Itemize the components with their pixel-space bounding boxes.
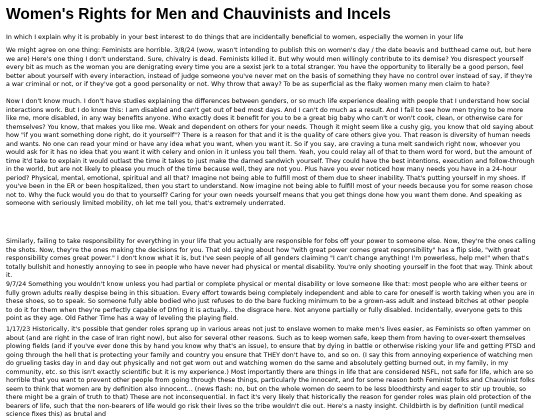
- article-subtitle: In which I explain why it is probably in your best interest to do things that are incidentally beneficial to women, especially the women in your life: [6, 34, 464, 41]
- paragraph-intro: We might agree on one thing: Feminists are horrible. 3/8/24 (wow, wasn't intending to publish this on women's day / the date beavis and butthead came out, but here we are) Here's one thing I don't understand. Sure, chivalry is dead. Feminists killed it. But why would men willingly contribute to its demise? You disrespect yourself every bit as much as the woman you are denigrating every time you are a sexist jerk to a total stranger. You have the opportunity to literally be a good person, feel better about yourself with every interaction, instead of judge someone you've never met on the basis of something they have no control over instead of say, if they're a war criminal or not, or if they've got a good personality or not. Why throw that away? To be as superficial as the flaky women many men claim to hate?: [6, 47, 533, 88]
- paragraph-2024-09-07: 9/7/24 Something you wouldn't know unless you had partial or complete physical or mental disability or love someone like that: most people who are either teens or fully grown adults really despise being in this situation. Every effort towards being completely independent and able to care for oneself is worth taking when you are in these shoes, so to speak. So someone fully able bodied who just refuses to do the bare fucking minimum to be a grown-ass adult and instead bitches at other people to do it for them when they're perfectly capable of DIYing it is actually... the disgrace here. Not anyone partially or fully disabled. Incidentally, everyone gets to this point as they age. Old Father Time has a way of leveling the playing field.: [6, 281, 535, 322]
- paragraph-responsibility: Similarly, failing to take responsibility for everything in your life that you actually are responsible for fobs off your power to someone else. Now, they're the ones calling the shots. Now, they're the ones making the decisions for you. That old saying about how "with great power comes great responsibility" has a flip side, "with great responsibility comes great power." I don't know what it is, but I've seen people of all genders claiming "I can't change anything! I'm powerless, help me!" when that's totally bullshit and honestly annoying to see in people who have never had physical or mental disability. You're only shooting yourself in the foot that way. Think about it.: [6, 238, 536, 279]
- article-title: Women's Rights for Men and Chauvinists and Incels: [6, 6, 391, 23]
- paragraph-2023-01-17: 1/17/23 Historically, it's possible that gender roles sprang up in various areas not just to enslave women to make men's lives easier, as Feminists so often yammer on about (and are right in the case of Iran right now), but also for several other reasons. Such as to keep women safe, keep them from having to over-exert themselves plowing fields (and if you've ever done this by hand you know why that's an issue), to ensure that by dying in battle or otherwise risking your life and getting PTSD and going through the hell that is protecting your family and country you ensure that THEY don't have to, and so on. (I say this from annoying experience of watching men do grueling tasks day in and day out physically and not get worn out and watching women do the same and absolutely getting burned out, in my family, in my community, etc. so this isn't exactly scientific but it is my experience.) Most importantly there are things in life that are considered NSFL, not safe for life, which are so horrible that you want to prevent other people from going through these things, particularly the innocent, and for some reason both Feminist folks and Chauvinist folks seem to think that women are by definition also innocent... (news flash: no, but on the whole women do seem to be less bloodthirsty and eager to stir up trouble, so there might be a grain of truth to that) These are not inconsequential. In fact it's very likely that historically the reason for gender roles was plain old protection of the bearers of life, such that the non-bearers of life would go risk their lives so the tribe wouldn't die out. Here's a nasty insight. Childbirth is by definition (until medical science fixes this) as brutal and: [6, 326, 536, 418]
- paragraph-disability: Now I don't know much. I don't have studies explaining the differences between genders, or so much life experience dealing with people that I understand how social interactions work. But I do know this: I am disabled and can't get out of bed most days. And I can't do much as a result. And I fail to see how men trying to be more like me, more disabled, in any way benefits anyone. Who exactly does it benefit for you to be a great big baby who can't or won't cook, clean, or otherwise care for themselves? You know, that makes you like me. Weak and dependent on others for your needs. Though it might seem like a cushy gig, you know that old saying about how "if you want something done right, do it yourself"? There is a reason for that and it is the quality of care others give you. That reason is diversity of human needs and wants. No one can read your mind or have any idea what you want, when you want it. So if you say, are craving a tuna melt sandwich right now, whoever you would ask for it has no idea that you want it with celery and onion in it unless you tell them. Yeah, you could relay all of that to them word for word, but the amount of time it'd take to explain it would outlast the time it takes to just make the darned sandwich yourself. They could have the best intentions, execution and follow-through in the world, but are not likely to please you much of the time because well, they are not you. Plus have you ever noticed how many needs you have in a 24-hour period? Physical, mental, emotional, spiritual and all that? Imagine not being able to fulfill most of them due to sheer inability. That's putting yourself in my shoes. If you've been in the ER or been hospitalized, then you start to understand. Now imagine not being able to fulfill most of your needs because you for some reason chose not to. Why the fuck would you do that to yourself? Caring for your own needs yourself means that you get things done how you want them done. And speaking as someone with seriously limited mobility, oh let me tell you, that's extremely underrated.: [6, 98, 535, 207]
